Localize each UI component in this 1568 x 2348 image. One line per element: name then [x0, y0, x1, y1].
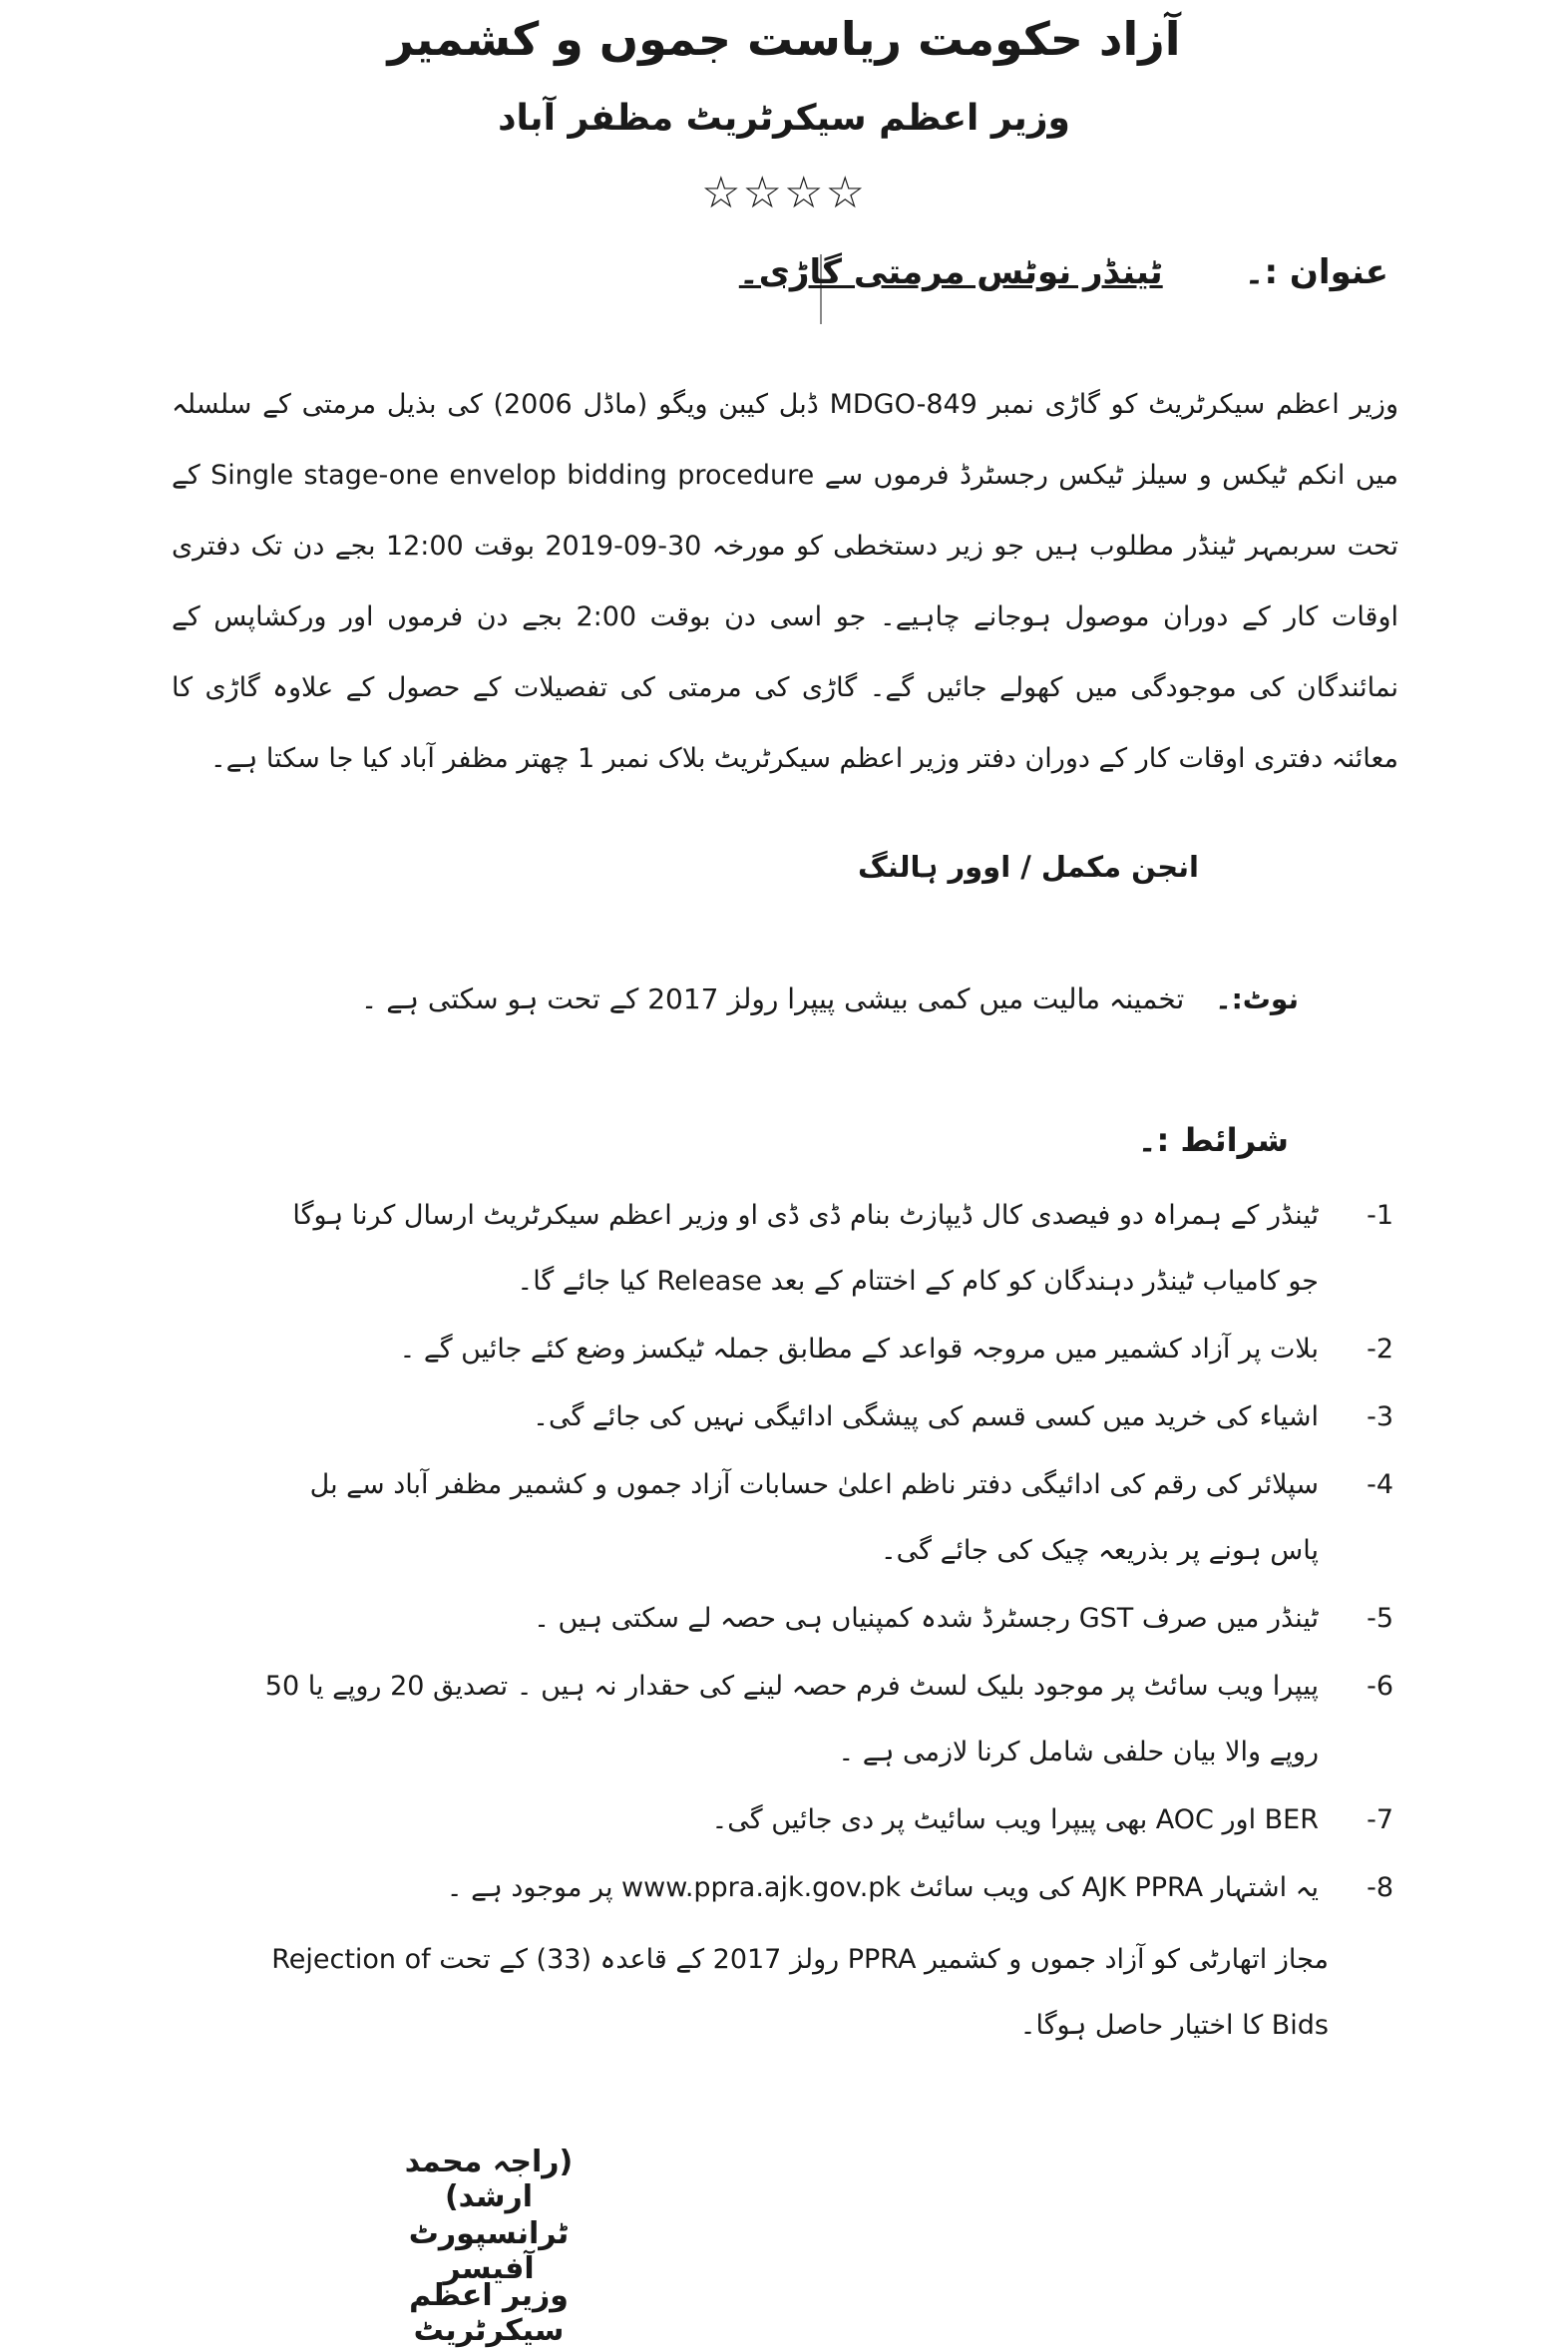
closing-paragraph: مجاز اتھارٹی کو آزاد جموں و کشمیر PPRA رولز 2017 کے قاعدہ (33) کے تحت Rejection of Bids کا اختیار حاصل ہوگا۔ [271, 1944, 1329, 2041]
term-item [261, 1586, 1393, 1652]
signatory-name: (راجہ محمد ارشد) [404, 2145, 574, 2214]
term-number: -7 [1367, 1804, 1393, 1835]
terms-heading: شرائط :۔ [1137, 1121, 1289, 1159]
term-number: -4 [1367, 1469, 1393, 1500]
term-item [261, 1384, 1393, 1450]
government-heading: آزاد حکومت ریاست جموں و کشمیر [387, 12, 1181, 66]
work-item: انجن مکمل / اوور ہالنگ [858, 850, 1199, 884]
term-number: -3 [1367, 1401, 1393, 1432]
term-number: -8 [1367, 1872, 1393, 1903]
term-item [261, 1787, 1393, 1853]
term-number: -1 [1367, 1200, 1393, 1231]
term-number: -2 [1367, 1334, 1393, 1365]
term-text: BER اور AOC بھی پیپرا ویب سائیٹ پر دی جائیں گی۔ [711, 1804, 1319, 1835]
subject-label: عنوان :۔ [1244, 252, 1388, 292]
term-item [261, 1183, 1393, 1315]
term-text: بلات پر آزاد کشمیر میں مروجہ قواعد کے مطابق جملہ ٹیکسز وضع کئے جائیں گے ۔ [399, 1334, 1319, 1365]
term-item [261, 1654, 1393, 1785]
term-text: پیپرا ویب سائٹ پر موجود بلیک لسٹ فرم حصہ لینے کی حقدار نہ ہیں ۔ تصدیق 20 روپے یا 50 روپے والا بیان حلفی شامل کرنا لازمی ہے ۔ [264, 1671, 1319, 1767]
note-label: نوٹ:۔ [1215, 982, 1299, 1015]
star-ornament: ☆☆☆☆ [701, 168, 867, 218]
term-number: -5 [1367, 1603, 1393, 1634]
term-item [261, 1317, 1393, 1382]
term-text: ٹینڈر میں صرف GST رجسٹرڈ شدہ کمپنیاں ہی حصہ لے سکتی ہیں ۔ [534, 1603, 1319, 1634]
term-text: اشیاء کی خرید میں کسی قسم کی پیشگی ادائیگی نہیں کی جائے گی۔ [533, 1401, 1319, 1432]
note-text: تخمینہ مالیت میں کمی بیشی پیپرا رولز 2017 کے تحت ہو سکتی ہے ۔ [360, 982, 1185, 1015]
subject-value: ٹینڈر نوٹس مرمتی گاڑی۔ [738, 252, 1163, 292]
signatory-designation: ٹرانسپورٹ آفیسر [408, 2216, 570, 2286]
term-text: سپلائر کی رقم کی ادائیگی دفتر ناظم اعلیٰ حسابات آزاد جموں و کشمیر مظفر آباد سے بل پاس ہونے پر بذریعہ چیک کی جائے گی۔ [309, 1469, 1319, 1566]
term-item [261, 1452, 1393, 1584]
signatory-office: وزیر اعظم سیکرٹریٹ [409, 2278, 569, 2348]
body-paragraph: وزیر اعظم سیکرٹریٹ کو گاڑی نمبر MDGO-849 ڈبل کیبن ویگو (ماڈل 2006) کی بذیل مرمتی کے سلسلہ میں انکم ٹیکس و سیلز ٹیکس رجسٹرڈ فرموں سے Single stage-one envelop bidding procedure کے تحت سربمہر ٹینڈر مطلوب ہیں جو زیر دستخطی کو مورخہ 30-09-2019 بوقت 12:00 بجے دن تک دفتری اوقات کار کے دوران موصول ہوجانے چاہیے۔ جو اسی دن بوقت 2:00 بجے دن فرموں اور ورکشاپس کے نمائندگان کی موجودگی میں کھولے جائیں گے۔ گاڑی کی مرمتی کی تفصیلات کے حصول کے علاوہ گاڑی کا معائنہ دفتری اوقات کار کے دوران دفتر وزیر اعظم سیکرٹریٹ بلاک نمبر 1 چھتر مظفر آباد کیا جا سکتا ہے۔ [172, 389, 1399, 774]
secretariat-heading: وزیر اعظم سیکرٹریٹ مظفر آباد [498, 98, 1070, 139]
term-text: یہ اشتہار AJK PPRA کی ویب سائٹ www.ppra.ajk.gov.pk پر موجود ہے ۔ [446, 1872, 1319, 1903]
term-text: ٹینڈر کے ہمراہ دو فیصدی کال ڈیپازٹ بنام ڈی ڈی او وزیر اعظم سیکرٹریٹ ارسال کرنا ہوگا جو کامیاب ٹینڈر دہندگان کو کام کے اختتام کے بعد Release کیا جائے گا۔ [292, 1200, 1319, 1297]
subject-line [739, 251, 1388, 292]
term-item [261, 1855, 1393, 1921]
note-line [361, 982, 1299, 1015]
term-number: -6 [1367, 1671, 1393, 1702]
